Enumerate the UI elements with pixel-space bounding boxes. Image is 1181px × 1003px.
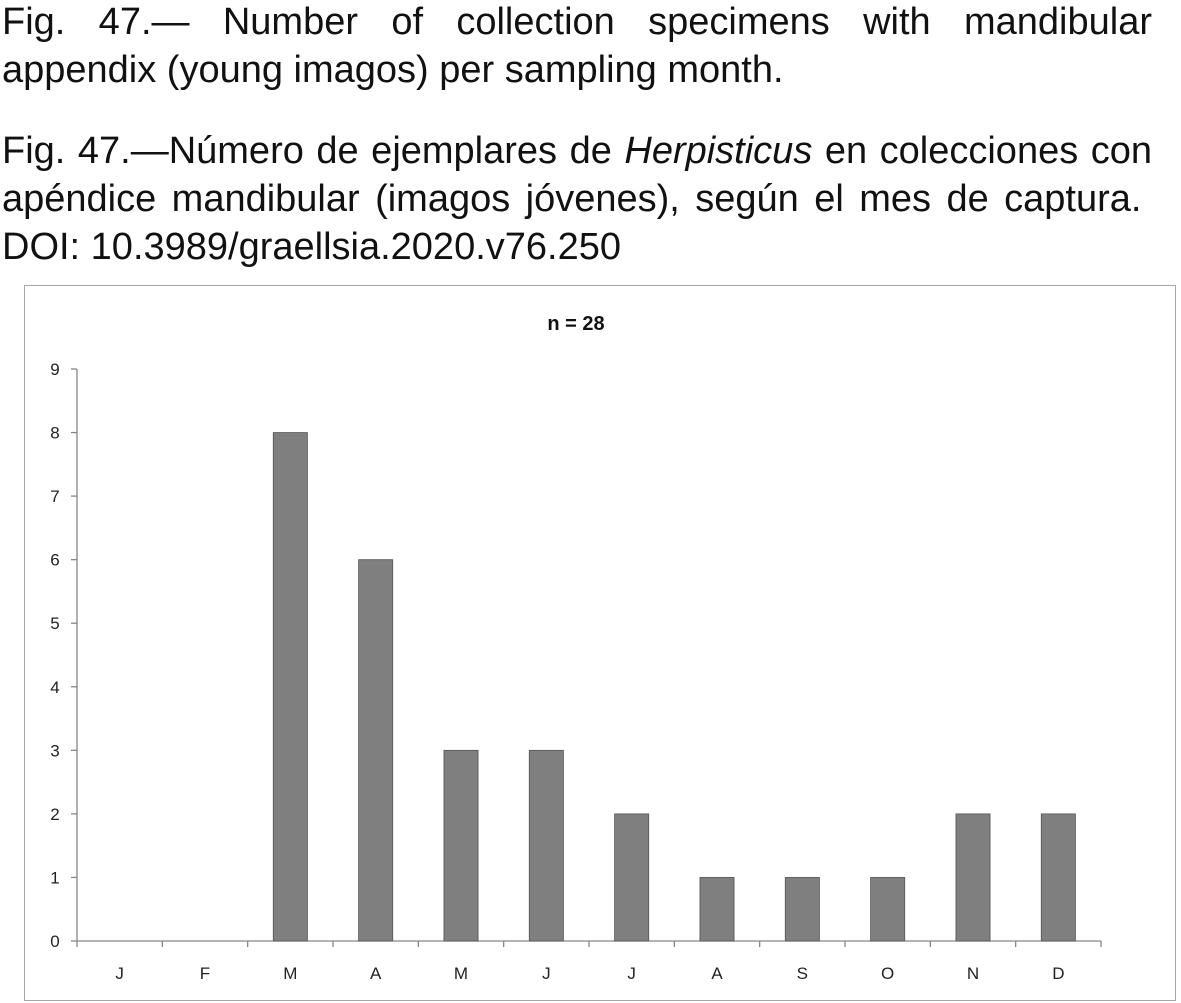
caption-spanish (2, 127, 1152, 271)
caption-spanish-after-italic: en colecciones con apéndice mandibular (imagos jóvenes), según el mes de captura. (2, 130, 1153, 220)
x-tick-label: A (711, 964, 723, 983)
x-axis (77, 941, 1101, 983)
y-tick-label: 7 (50, 487, 60, 507)
y-tick-label: 4 (50, 677, 60, 697)
x-tick-label: O (881, 964, 895, 983)
bar-3 (273, 433, 307, 941)
bar-12 (1041, 814, 1075, 941)
bar-chart (25, 286, 1175, 1000)
bar-11 (956, 814, 990, 941)
x-tick-label: J (115, 964, 124, 983)
x-tick-label: M (283, 964, 298, 983)
bar-8 (700, 877, 734, 941)
caption-doi: DOI: 10.3989/graellsia.2020.v76.250 (2, 226, 621, 268)
bar-9 (785, 877, 819, 941)
bar-7 (615, 814, 649, 941)
x-tick-label: N (966, 964, 980, 983)
caption-english-text: Fig. 47.— Number of collection specimens with mandibular appendix (young imagos) per sampling month. (2, 1, 1152, 91)
y-tick-label: 5 (50, 614, 60, 634)
caption-spanish-prefix: Fig. 47.— (2, 130, 169, 172)
caption-english (2, 0, 1152, 94)
y-tick-label: 2 (50, 804, 60, 824)
chart-title: n = 28 (547, 313, 605, 335)
caption-spanish-before-italic: Número de ejemplares de (168, 130, 625, 172)
x-tick-label: D (1052, 964, 1065, 983)
y-tick-label: 3 (50, 741, 60, 761)
y-axis (50, 360, 77, 951)
x-tick-label: S (796, 964, 809, 983)
y-tick-label: 8 (50, 423, 60, 443)
x-tick-label: A (369, 964, 382, 983)
caption-spanish-genus: Herpisticus (624, 130, 813, 172)
y-tick-label: 6 (50, 550, 60, 570)
y-tick-label: 0 (50, 932, 60, 951)
bars (273, 433, 1075, 941)
bar-5 (444, 750, 478, 941)
y-tick-label: 9 (50, 360, 60, 379)
chart-frame (24, 285, 1176, 1001)
bar-10 (871, 877, 905, 941)
bar-4 (359, 560, 393, 941)
x-tick-label: F (199, 964, 211, 983)
x-tick-label: J (627, 964, 636, 983)
y-tick-label: 1 (50, 868, 60, 888)
bar-6 (529, 750, 563, 941)
x-tick-label: J (542, 964, 551, 983)
x-tick-label: M (453, 964, 469, 983)
